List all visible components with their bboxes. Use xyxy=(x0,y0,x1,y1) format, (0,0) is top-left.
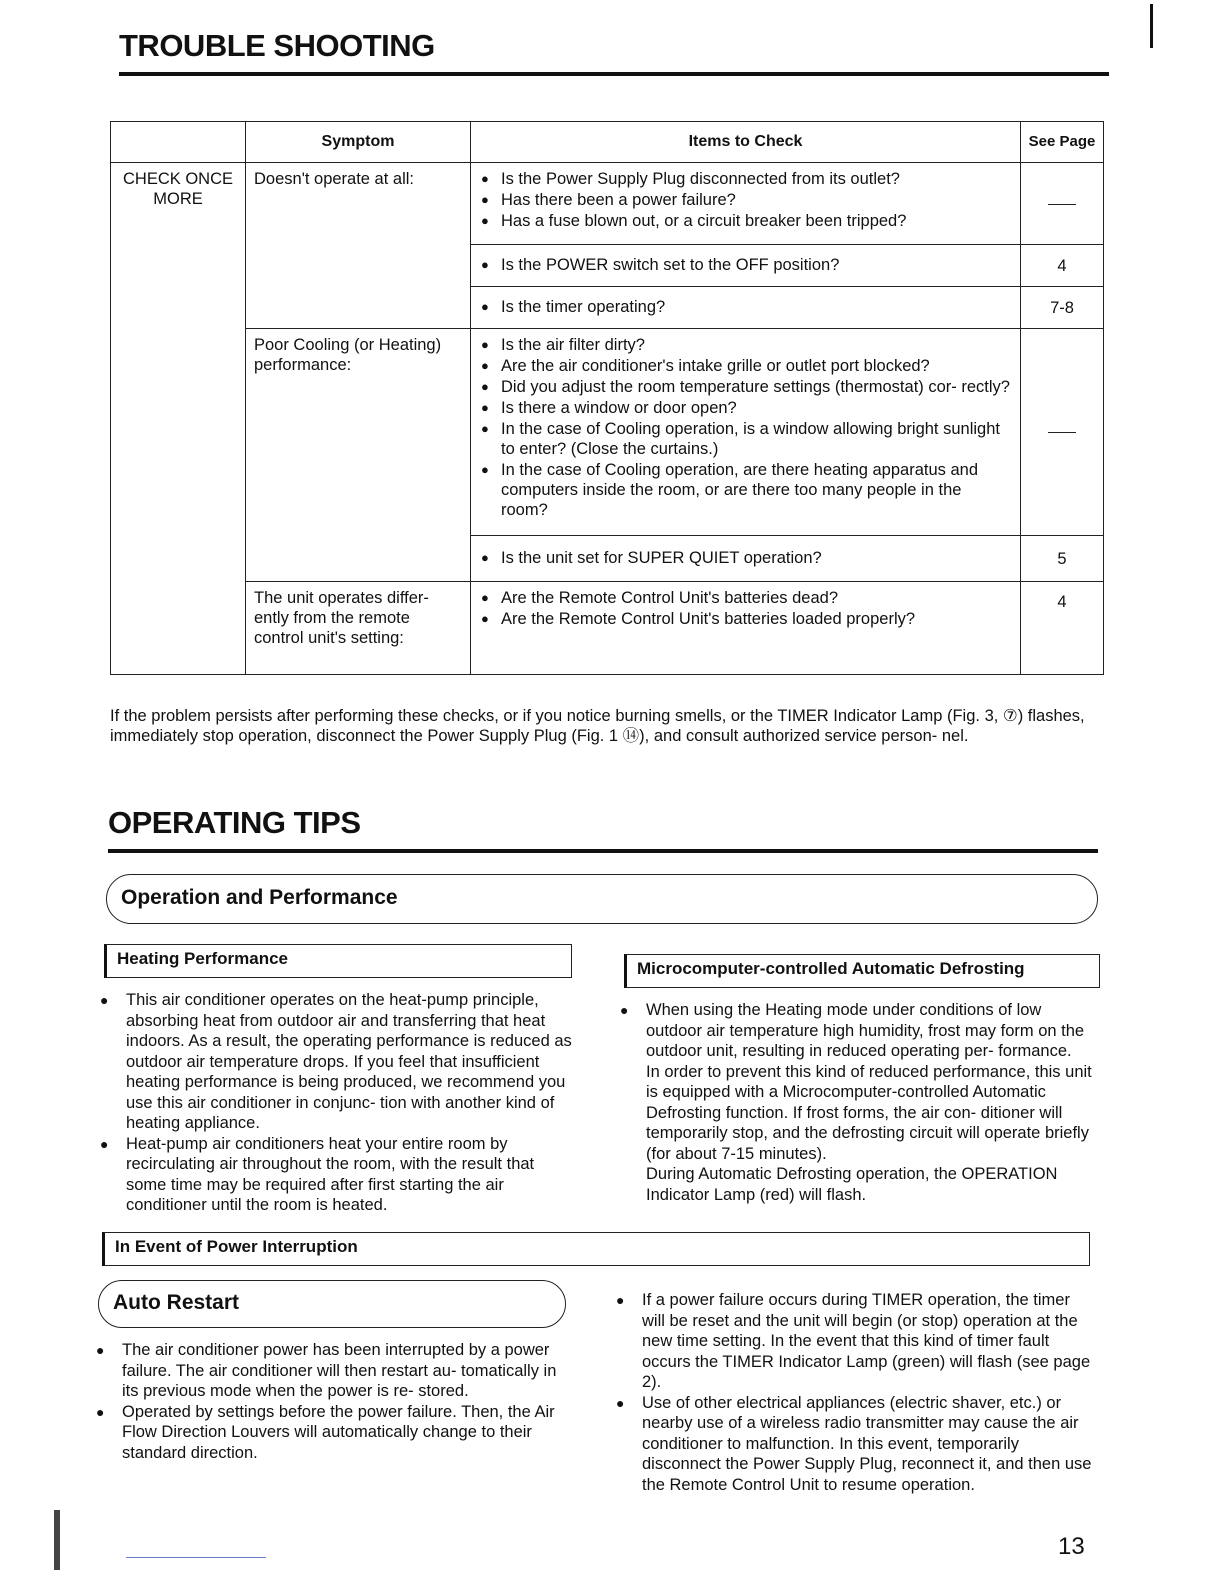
page-ref-dash xyxy=(1021,163,1104,245)
section-title: Operation and Performance xyxy=(121,886,398,909)
list-item: ● The air conditioner power has been interrupted by a power failure. The air conditioner will then restart au- tomatically in its previous mode when the power is re- stored. xyxy=(96,1340,570,1402)
checks-group-6 xyxy=(471,582,1021,675)
check-item: ● Is there a window or door open? xyxy=(479,398,1012,418)
heading-label: Microcomputer-controlled Automatic Defrosting xyxy=(637,959,1025,978)
power-right-text xyxy=(616,1290,1094,1495)
defrost-paragraph: In order to prevent this kind of reduced performance, this unit is equipped with a Microcomputer-controlled Automatic Defrosting function. If frost forms, the air con- ditioner will temporarily stop, and the defrosting circuit will operate briefly (for about 7-15 minutes). xyxy=(646,1062,1092,1163)
heading-heating-performance xyxy=(104,944,572,978)
heading-automatic-defrosting xyxy=(624,954,1100,988)
check-item: ● Is the timer operating? xyxy=(479,297,1012,317)
symptom-poor-cooling: Poor Cooling (or Heating) performance: xyxy=(246,329,471,582)
checks-group-1 xyxy=(471,163,1021,245)
check-item: ● Is the air filter dirty? xyxy=(479,335,1012,355)
list-item: ● This air conditioner operates on the heat-pump principle, absorbing heat from outdoor air and transferring that heat indoors. As a result, the operating performance is reduced as outdoor air temperature drops. If you feel that insufficient heating performance is being produced, we recommend you use this air conditioner in conjunc- tion with another kind of heating appliance. xyxy=(100,990,574,1134)
table-row xyxy=(111,329,1104,536)
page-ref: 4 xyxy=(1021,245,1104,287)
check-item: ● Are the air conditioner's intake grille or outlet port blocked? xyxy=(479,356,1012,376)
check-item: ● Has there been a power failure? xyxy=(479,190,1012,210)
checks-group-3 xyxy=(471,287,1021,329)
check-item: ● Is the Power Supply Plug disconnected from its outlet? xyxy=(479,169,1012,189)
check-item: ● Did you adjust the room temperature settings (thermostat) cor- rectly? xyxy=(479,377,1012,397)
heading-label: In Event of Power Interruption xyxy=(115,1237,358,1256)
check-item: ● In the case of Cooling operation, are there heating apparatus and computers inside the room, or are there too many people in the room? xyxy=(479,460,1012,520)
check-item: ● Has a fuse blown out, or a circuit breaker been tripped? xyxy=(479,211,1012,231)
heading-label: Heating Performance xyxy=(117,949,288,968)
list-item: ● Operated by settings before the power failure. Then, the Air Flow Direction Louvers will automatically change to their standard direction. xyxy=(96,1402,570,1464)
defrost-text xyxy=(620,1000,1094,1205)
subsection-title: Auto Restart xyxy=(113,1291,240,1314)
bottom-line xyxy=(126,1557,266,1558)
symptom-no-operation: Doesn't operate at all: xyxy=(246,163,471,329)
check-item: ● Is the unit set for SUPER QUIET operation? xyxy=(479,548,1012,568)
page-ref: 5 xyxy=(1021,536,1104,582)
section-operation-performance xyxy=(106,874,1098,924)
list-item: ● Use of other electrical appliances (electric shaver, etc.) or nearby use of a wireless radio transmitter may cause the air conditioner to malfunction. In this event, temporarily disconnect the Power Supply Plug, reconnect it, and then use the Remote Control Unit to resume operation. xyxy=(616,1393,1094,1496)
symptom-remote-mismatch: The unit operates differ- ently from the remote control unit's setting: xyxy=(246,582,471,675)
trouble-table xyxy=(110,121,1104,675)
edge-mark xyxy=(1150,4,1153,48)
scan-edge-mark xyxy=(54,1510,60,1570)
category-cell: CHECK ONCE MORE xyxy=(111,163,246,675)
table-header-row xyxy=(111,122,1104,163)
header-see-page: See Page xyxy=(1021,122,1104,163)
auto-restart-text xyxy=(96,1340,570,1463)
header-items: Items to Check xyxy=(471,122,1021,163)
list-item: ● When using the Heating mode under conditions of low outdoor air temperature high humidity, frost may form on the outdoor unit, resulting in reduced operating per- formance. xyxy=(620,1000,1094,1062)
table-row xyxy=(111,163,1104,245)
heading-power-interruption xyxy=(102,1232,1090,1266)
table-row xyxy=(111,582,1104,675)
page-ref-dash xyxy=(1021,329,1104,536)
header-symptom: Symptom xyxy=(246,122,471,163)
defrost-paragraph: During Automatic Defrosting operation, the OPERATION Indicator Lamp (red) will flash. xyxy=(646,1165,1058,1204)
page-ref: 7-8 xyxy=(1021,287,1104,329)
check-item: ● Are the Remote Control Unit's batteries dead? xyxy=(479,588,1012,608)
heating-text xyxy=(100,990,574,1216)
check-item: ● Are the Remote Control Unit's batteries loaded properly? xyxy=(479,609,1012,629)
page-number: 13 xyxy=(1058,1533,1085,1560)
list-item: ● Heat-pump air conditioners heat your entire room by recirculating air throughout the room, with the result that some time may be required after first starting the air conditioner until the room is heated. xyxy=(100,1134,574,1216)
page-ref: 4 xyxy=(1021,582,1104,675)
list-item: ● If a power failure occurs during TIMER operation, the timer will be reset and the unit will begin (or stop) operation at the new time setting. In the event that this kind of timer fault occurs the TIMER Indicator Lamp (green) will flash (see page 2). xyxy=(616,1290,1094,1393)
title-rule xyxy=(119,72,1109,76)
trouble-note: If the problem persists after performing these checks, or if you notice burning smells, or the TIMER Indicator Lamp (Fig. 3, ⑦) flashes, immediately stop operation, disconnect the Power Supply Plug (Fig. 1 ⑭), and consult authorized service person- nel. xyxy=(110,707,1085,745)
check-item: ● Is the POWER switch set to the OFF position? xyxy=(479,255,1012,275)
operating-tips-title: OPERATING TIPS xyxy=(108,805,361,840)
checks-group-4 xyxy=(471,329,1021,536)
trouble-shooting-title: TROUBLE SHOOTING xyxy=(119,28,435,63)
subsection-auto-restart xyxy=(98,1280,566,1328)
tips-rule xyxy=(108,849,1098,853)
checks-group-5 xyxy=(471,536,1021,582)
checks-group-2 xyxy=(471,245,1021,287)
header-blank-cell xyxy=(111,122,246,163)
check-item: ● In the case of Cooling operation, is a window allowing bright sunlight to enter? (Close the curtains.) xyxy=(479,419,1012,459)
